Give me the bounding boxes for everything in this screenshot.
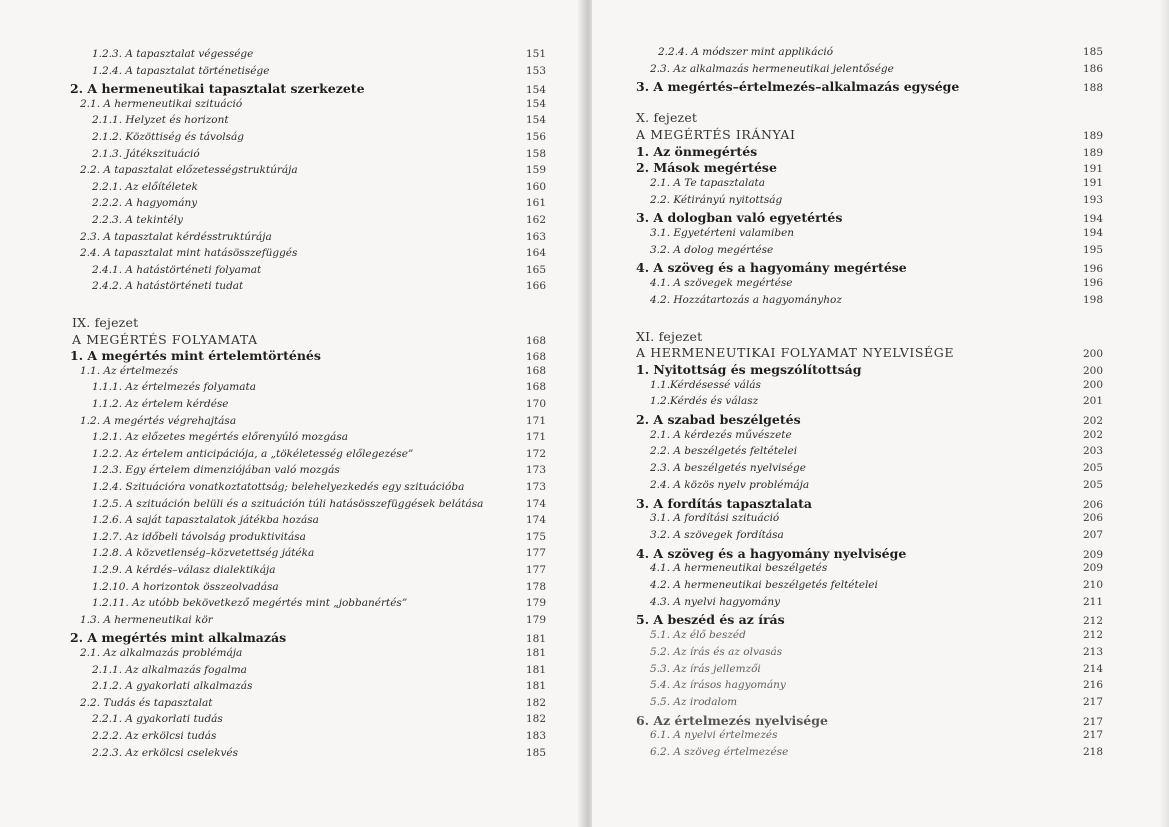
toc-entry	[92, 114, 546, 126]
toc-entry-title: 4. A szöveg és a hagyomány megértése	[636, 260, 907, 276]
toc-page-number: 179	[525, 613, 546, 626]
chapter-heading	[72, 332, 546, 347]
toc-page-number: 161	[525, 197, 546, 210]
toc-page-number: 191	[1082, 163, 1103, 176]
toc-entry-title: 1.2.4. Szituációra vonatkoztatottság; belehelyezkedés egy szituációba	[92, 481, 465, 493]
toc-entry-title: 1.2.1. Az előzetes megértés előrenyúló mozgása	[92, 431, 348, 444]
toc-page-number: 207	[1082, 528, 1103, 541]
toc-entry-title: 2.2. A beszélgetés feltételei	[650, 445, 798, 458]
toc-entry	[636, 713, 1103, 728]
toc-entry	[92, 431, 546, 443]
toc-page-number: 182	[525, 713, 546, 726]
toc-entry-title: 4.2. Hozzátartozás a hagyományhoz	[650, 293, 842, 306]
toc-entry-title: 3.2. A szövegek fordítása	[650, 528, 784, 541]
toc-entry-title: 2.4.1. A hatástörténeti folyamat	[92, 263, 262, 276]
toc-entry-title: 1. A megértés mint értelemtörténés	[70, 348, 321, 364]
toc-entry	[636, 496, 1103, 511]
toc-entry	[92, 197, 546, 209]
toc-entry	[92, 514, 546, 526]
toc-entry	[636, 260, 1103, 275]
toc-page-number: 213	[1082, 645, 1103, 658]
toc-entry	[650, 479, 1103, 491]
toc-entry-title: 4.1. A hermeneutikai beszélgetés	[650, 562, 828, 575]
toc-entry	[92, 564, 546, 576]
toc-entry-title: 5.1. Az élő beszéd	[650, 629, 746, 642]
toc-entry	[650, 679, 1103, 691]
toc-entry	[650, 629, 1103, 641]
toc-entry	[650, 294, 1103, 306]
toc-entry	[650, 512, 1103, 524]
toc-page-number: 182	[525, 696, 546, 709]
toc-entry	[650, 746, 1103, 758]
toc-entry-title: 2.1.2. A gyakorlati alkalmazás	[92, 680, 253, 693]
toc-entry-title: 2.1.1. Helyzet és horizont	[92, 114, 229, 127]
toc-entry-title: 4.1. A szövegek megértése	[650, 277, 793, 290]
toc-entry-title: 2.4. A tapasztalat mint hatásösszefüggés	[80, 247, 298, 260]
toc-entry	[80, 697, 546, 709]
toc-page-number: 165	[525, 263, 546, 276]
toc-page-number: 168	[525, 381, 546, 394]
toc-entry-title: 2.2. Kétirányú nyitottság	[650, 193, 783, 206]
toc-page-number: 188	[1082, 82, 1103, 95]
toc-page-number: 154	[525, 114, 546, 127]
toc-entry-title: 2.3. A tapasztalat kérdésstruktúrája	[80, 230, 272, 243]
toc-page-number: 194	[1082, 213, 1103, 226]
toc-entry-title: 1.1.Kérdésessé válás	[650, 378, 761, 391]
toc-page-number: 168	[525, 351, 546, 364]
toc-entry	[92, 498, 546, 510]
toc-entry	[92, 730, 546, 742]
toc-page-number: 191	[1082, 176, 1103, 189]
toc-entry	[636, 144, 1103, 159]
toc-page-number: 206	[1082, 512, 1103, 525]
toc-entry-title: 2.1.1. Az alkalmazás fogalma	[92, 663, 247, 676]
toc-entry-title: A MEGÉRTÉS FOLYAMATA	[72, 331, 258, 347]
toc-page-number: 183	[525, 730, 546, 742]
toc-entry	[92, 547, 546, 559]
toc-page-number: 179	[525, 597, 546, 610]
toc-page-number: 174	[525, 497, 546, 510]
toc-page-number: 200	[1082, 364, 1103, 377]
toc-entry-title: 1.2.8. A közvetlenség–közvetettség játéka	[92, 547, 315, 560]
toc-entry-title: 2.1.2. Közöttiség és távolság	[92, 131, 244, 143]
toc-entry-title: 3.1. Egyetérteni valamiben	[650, 227, 795, 239]
toc-page-number: 168	[525, 334, 546, 347]
toc-page-number: 159	[525, 164, 546, 177]
toc-page-number: 196	[1082, 263, 1103, 276]
toc-page-number: 171	[525, 414, 546, 427]
toc-entry-title: 2.2.1. A gyakorlati tudás	[92, 713, 223, 726]
toc-page-number: 217	[1082, 715, 1103, 728]
toc-entry-title: 5. A beszéd és az írás	[636, 612, 785, 628]
toc-page-number: 209	[1082, 562, 1103, 575]
toc-entry	[80, 365, 546, 377]
toc-page-number: 200	[1082, 348, 1103, 361]
toc-entry	[92, 464, 546, 476]
toc-entry	[80, 231, 546, 243]
toc-entry-title: 2.2.2. Az erkölcsi tudás	[92, 730, 217, 742]
toc-entry-title: 1.2.5. A szituáción belüli és a szituáción túli hatásösszefüggések belátása	[92, 497, 484, 510]
toc-entry	[92, 664, 546, 676]
toc-page-number: 178	[525, 580, 546, 593]
toc-page-number: 186	[1082, 62, 1103, 75]
toc-page-number: 181	[525, 633, 546, 646]
toc-entry-title: 2.2. A tapasztalat előzetességstruktúrája	[80, 164, 298, 177]
toc-entry-title: 1.2. A megértés végrehajtása	[80, 414, 237, 427]
chapter-heading	[636, 127, 1103, 142]
toc-entry-title: XI. fejezet	[636, 328, 703, 344]
toc-entry-title: 1.2.6. A saját tapasztalatok játékba hozása	[92, 514, 319, 527]
toc-entry	[650, 562, 1103, 574]
toc-entry-title: 1.3. A hermeneutikai kör	[80, 613, 213, 626]
toc-page-number: 173	[525, 481, 546, 493]
toc-entry	[92, 398, 546, 410]
toc-entry-title: 2.1. A kérdezés művészete	[650, 428, 792, 441]
toc-left	[0, 0, 584, 827]
toc-page-number: 171	[525, 431, 546, 444]
toc-entry-title: 1.2.7. Az időbeli távolság produktivitása	[92, 530, 306, 543]
toc-entry	[650, 429, 1103, 441]
toc-entry	[650, 395, 1103, 407]
toc-entry	[92, 181, 546, 193]
toc-entry-title: 1.2.10. A horizontok összeolvadása	[92, 580, 279, 593]
toc-entry-title: 2.2.1. Az előítéletek	[92, 180, 198, 193]
toc-entry	[92, 65, 546, 77]
toc-entry	[650, 663, 1103, 675]
toc-entry-title: 2. A hermeneutikai tapasztalat szerkezete	[70, 81, 365, 97]
toc-entry	[80, 164, 546, 176]
toc-page-number: 160	[525, 180, 546, 193]
toc-entry	[650, 579, 1103, 591]
toc-entry	[92, 148, 546, 160]
toc-page-number: 156	[525, 131, 546, 143]
right-page	[592, 0, 1169, 827]
toc-entry-title: 1. Nyitottság és megszólítottság	[636, 361, 862, 377]
toc-page-number: 158	[525, 147, 546, 160]
toc-entry-title: 6.2. A szöveg értelmezése	[650, 746, 789, 758]
toc-entry-title: 2.1.3. Játékszituáció	[92, 147, 200, 160]
toc-entry	[650, 379, 1103, 391]
toc-entry	[70, 81, 546, 96]
toc-page-number: 218	[1082, 746, 1103, 758]
toc-page-number: 202	[1082, 415, 1103, 427]
toc-page-number: 205	[1082, 462, 1103, 475]
toc-entry-title: 5.4. Az írásos hagyomány	[650, 679, 786, 692]
toc-entry	[92, 48, 546, 60]
toc-entry-title: 2.1. A hermeneutikai szituáció	[80, 97, 243, 110]
toc-entry	[636, 362, 1103, 377]
toc-entry-title: 2.2.3. A tekintély	[92, 214, 183, 226]
toc-entry	[92, 680, 546, 692]
toc-entry	[650, 277, 1103, 289]
toc-entry	[650, 696, 1103, 708]
toc-entry-title: 2.3. A beszélgetés nyelvisége	[650, 462, 806, 475]
left-page	[0, 0, 584, 827]
toc-entry-title: 5.2. Az írás és az olvasás	[650, 645, 783, 658]
toc-page-number: 181	[525, 680, 546, 693]
toc-page-number: 194	[1082, 227, 1103, 239]
toc-entry	[650, 596, 1103, 608]
toc-entry-title: 3. A fordítás tapasztalata	[636, 495, 812, 511]
toc-entry-title: 4.3. A nyelvi hagyomány	[650, 595, 781, 608]
toc-page-number: 181	[525, 663, 546, 676]
toc-entry-title: X. fejezet	[636, 110, 698, 126]
toc-page-number: 177	[525, 564, 546, 576]
toc-page-number: 203	[1082, 445, 1103, 458]
toc-page-number: 217	[1082, 729, 1103, 742]
toc-entry	[92, 597, 546, 609]
toc-entry	[650, 462, 1103, 474]
toc-entry-title: 6. Az értelmezés nyelvisége	[636, 712, 828, 728]
toc-entry-title: IX. fejezet	[72, 315, 139, 330]
toc-page-number: 189	[1082, 146, 1103, 159]
toc-page-number: 164	[525, 247, 546, 260]
toc-entry-title: A MEGÉRTÉS IRÁNYAI	[636, 126, 796, 142]
toc-entry	[92, 214, 546, 226]
toc-entry	[80, 614, 546, 626]
toc-page-number: 151	[525, 48, 546, 60]
toc-entry-title: 6.1. A nyelvi értelmezés	[650, 729, 778, 742]
toc-page-number: 212	[1082, 629, 1103, 642]
toc-entry-title: 2.2.4. A módszer mint applikáció	[658, 46, 834, 58]
toc-entry-title: 1.2.9. A kérdés–válasz dialektikája	[92, 564, 276, 576]
toc-page-number: 172	[525, 447, 546, 460]
toc-entry	[92, 713, 546, 725]
toc-entry-title: 1. Az önmegértés	[636, 143, 758, 159]
chapter-heading	[72, 315, 546, 330]
toc-entry-title: 2.2.3. Az erkölcsi cselekvés	[92, 746, 239, 759]
toc-entry-title: 2.2. Tudás és tapasztalat	[80, 696, 213, 709]
toc-page-number: 201	[1082, 395, 1103, 408]
toc-page-number: 200	[1082, 378, 1103, 391]
toc-entry-title: 2.4.2. A hatástörténeti tudat	[92, 280, 244, 293]
chapter-heading	[636, 329, 1103, 344]
page-edge-shadow	[1159, 0, 1169, 827]
toc-page-number: 206	[1082, 498, 1103, 511]
toc-entry	[650, 445, 1103, 457]
toc-entry	[92, 747, 546, 759]
toc-page-number: 198	[1082, 293, 1103, 306]
toc-entry	[92, 581, 546, 593]
toc-entry-title: 1.2.Kérdés és válasz	[650, 395, 759, 408]
toc-page-number: 202	[1082, 428, 1103, 441]
toc-page-number: 154	[525, 97, 546, 110]
toc-page-number: 216	[1082, 679, 1103, 692]
toc-entry-title: 2. A szabad beszélgetés	[636, 412, 801, 427]
toc-entry	[636, 612, 1103, 627]
toc-entry	[658, 46, 1103, 58]
toc-page-number: 210	[1082, 579, 1103, 591]
toc-entry-title: 1.2.2. Az értelem anticipációja, a „tökéletesség előlegezése”	[92, 447, 414, 460]
toc-entry-title: 1.2.11. Az utóbb bekövetkező megértés mint „jobbanértés”	[92, 597, 408, 610]
toc-entry-title: 1.1.1. Az értelmezés folyamata	[92, 381, 256, 394]
toc-page-number: 181	[525, 647, 546, 659]
toc-page-number: 153	[525, 64, 546, 77]
toc-entry	[636, 412, 1103, 427]
toc-entry	[650, 729, 1103, 741]
toc-entry	[92, 280, 546, 292]
toc-page-number: 209	[1082, 548, 1103, 561]
toc-entry-title: 3. A megértés–értelmezés–alkalmazás egysége	[636, 79, 960, 95]
toc-entry	[636, 546, 1103, 561]
toc-entry	[650, 244, 1103, 256]
toc-page-number: 189	[1082, 129, 1103, 142]
toc-page-number: 212	[1082, 615, 1103, 628]
toc-entry	[70, 630, 546, 645]
toc-entry-title: 4.2. A hermeneutikai beszélgetés feltételei	[650, 579, 878, 591]
toc-entry-title: 2.4. A közös nyelv problémája	[650, 478, 810, 491]
toc-entry-title: A HERMENEUTIKAI FOLYAMAT NYELVISÉGE	[636, 345, 955, 361]
toc-entry	[650, 646, 1103, 658]
toc-entry-title: 1.1. Az értelmezés	[80, 364, 179, 377]
toc-entry-title: 5.5. Az irodalom	[650, 695, 738, 708]
toc-entry-title: 2.2.2. A hagyomány	[92, 197, 198, 210]
toc-entry	[650, 63, 1103, 75]
toc-page-number: 185	[1082, 46, 1103, 58]
toc-page-number: 211	[1082, 595, 1103, 608]
toc-entry-title: 1.2.3. Egy értelem dimenziójában való mozgás	[92, 464, 340, 477]
toc-page-number: 217	[1082, 695, 1103, 708]
toc-page-number: 205	[1082, 478, 1103, 491]
toc-right	[592, 0, 1169, 827]
toc-entry	[636, 210, 1103, 225]
toc-entry	[92, 131, 546, 143]
toc-entry	[92, 448, 546, 460]
toc-entry-title: 1.1.2. Az értelem kérdése	[92, 398, 229, 410]
toc-page-number: 193	[1082, 193, 1103, 206]
toc-page-number: 174	[525, 514, 546, 527]
toc-page-number: 166	[525, 280, 546, 293]
toc-page-number: 177	[525, 547, 546, 560]
toc-entry-title: 1.2.3. A tapasztalat végessége	[92, 48, 254, 60]
toc-page-number: 170	[525, 398, 546, 410]
toc-entry	[636, 79, 1103, 94]
toc-page-number: 196	[1082, 277, 1103, 290]
toc-page-number: 175	[525, 530, 546, 543]
toc-entry	[80, 247, 546, 259]
toc-page-number: 173	[525, 464, 546, 477]
toc-entry-title: 3.1. A fordítási szituáció	[650, 512, 780, 525]
toc-entry	[650, 194, 1103, 206]
toc-entry	[70, 348, 546, 363]
toc-entry	[92, 381, 546, 393]
toc-entry	[650, 529, 1103, 541]
toc-entry-title: 2.3. Az alkalmazás hermeneutikai jelentősége	[650, 62, 894, 75]
toc-entry-title: 2.1. Az alkalmazás problémája	[80, 647, 243, 659]
chapter-heading	[636, 110, 1103, 125]
toc-entry-title: 3. A dologban való egyetértés	[636, 210, 843, 226]
toc-page-number: 214	[1082, 662, 1103, 675]
toc-entry	[80, 647, 546, 659]
toc-entry-title: 2. Mások megértése	[636, 160, 777, 176]
toc-page-number: 154	[525, 84, 546, 97]
toc-entry-title: 2.1. A Te tapasztalata	[650, 176, 765, 189]
toc-entry	[92, 481, 546, 493]
toc-entry-title: 4. A szöveg és a hagyomány nyelvisége	[636, 545, 907, 561]
toc-entry	[92, 531, 546, 543]
chapter-heading	[636, 345, 1103, 360]
toc-entry	[80, 98, 546, 110]
toc-page-number: 163	[525, 230, 546, 243]
toc-page-number: 185	[525, 746, 546, 759]
toc-entry	[636, 160, 1103, 175]
toc-entry-title: 5.3. Az írás jellemzői	[650, 662, 761, 675]
toc-entry	[92, 264, 546, 276]
toc-page-number: 162	[525, 214, 546, 226]
toc-entry	[650, 227, 1103, 239]
toc-page-number: 195	[1082, 243, 1103, 256]
toc-entry	[650, 177, 1103, 189]
toc-entry-title: 1.2.4. A tapasztalat történetisége	[92, 64, 270, 77]
toc-entry-title: 3.2. A dolog megértése	[650, 243, 774, 256]
toc-page-number: 168	[525, 364, 546, 377]
toc-entry-title: 2. A megértés mint alkalmazás	[70, 630, 287, 646]
toc-entry	[80, 415, 546, 427]
